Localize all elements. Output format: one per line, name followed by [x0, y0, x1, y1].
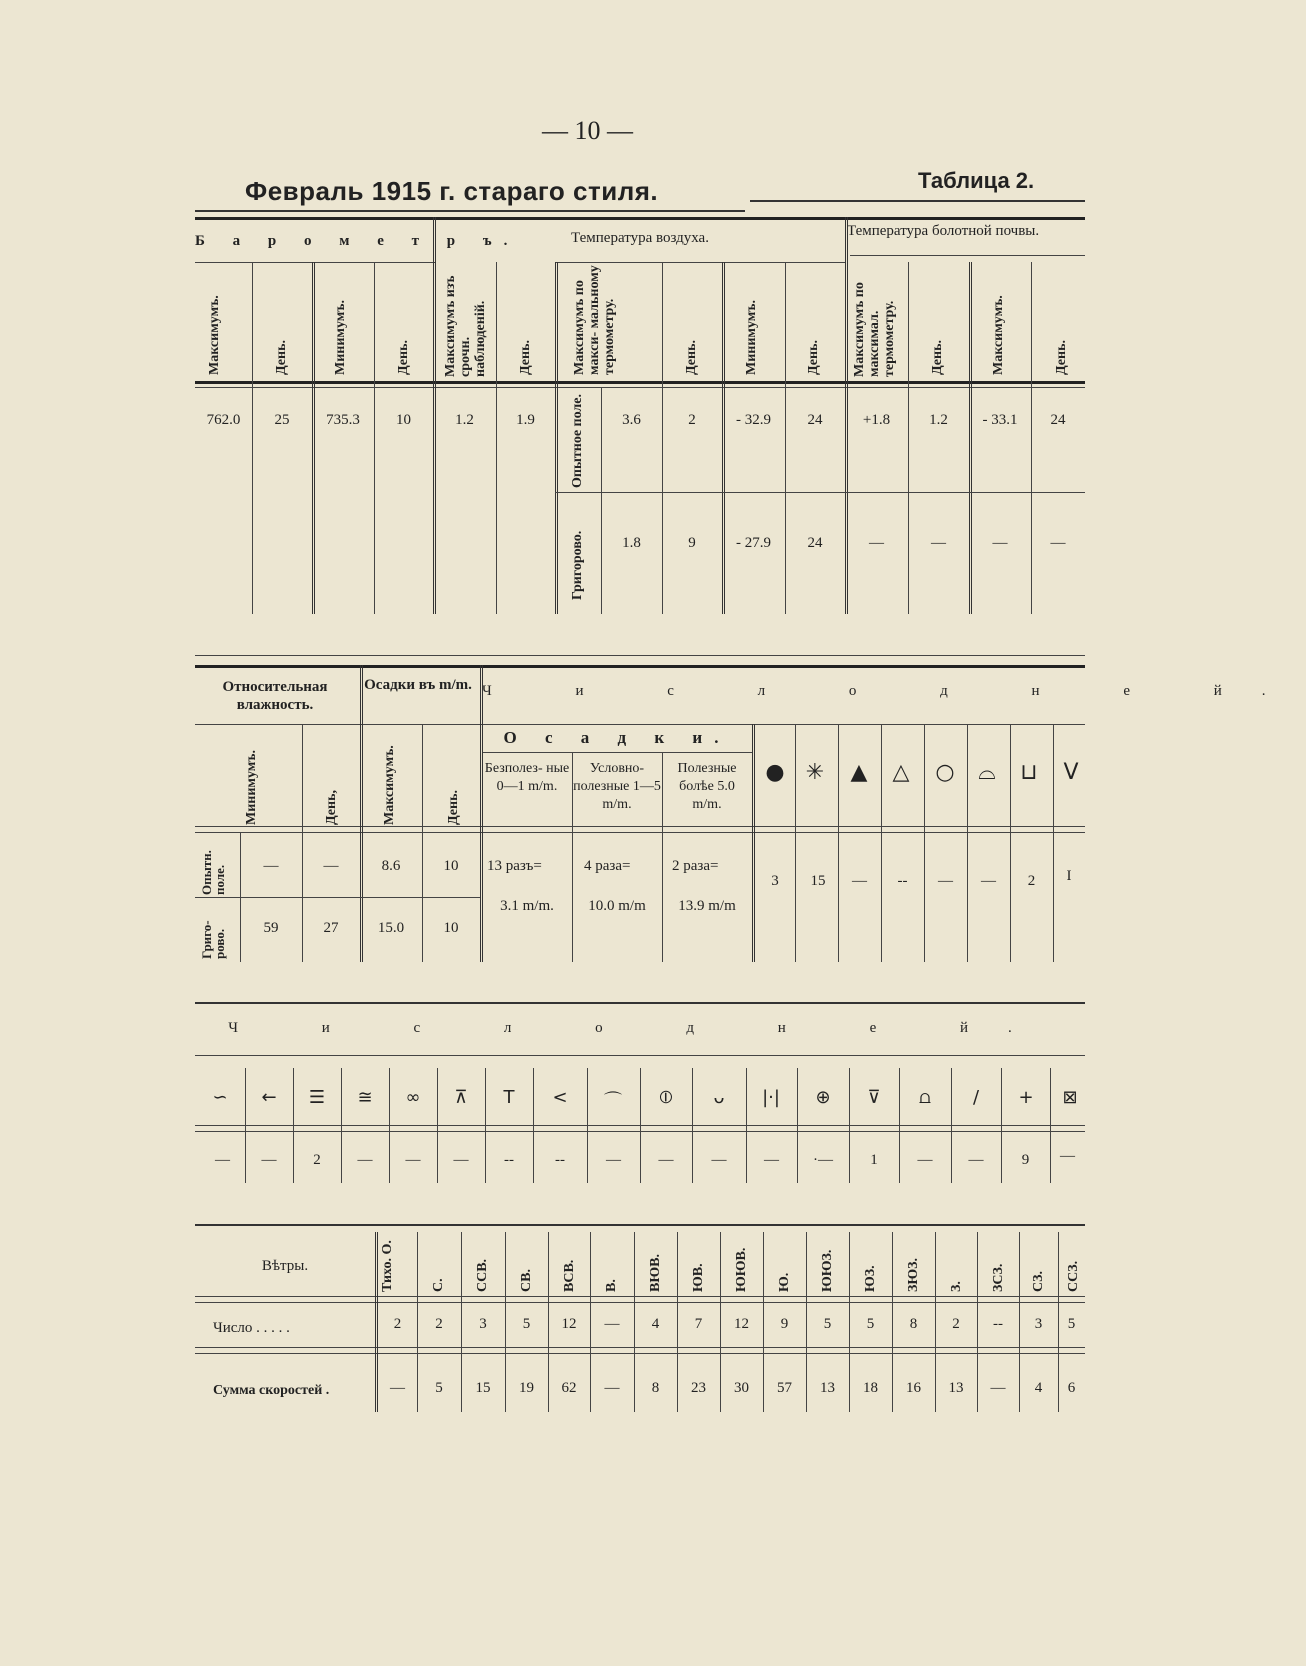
day-count-rain: 3: [771, 873, 779, 889]
frost-symbol-icon: ⌓: [978, 760, 996, 785]
wind-dir: ЗЮЗ.: [906, 1257, 921, 1292]
mist-symbol-icon: ☰: [308, 1087, 326, 1108]
col-baro-min: Минимумъ.: [333, 300, 348, 375]
soil-min-day: 24: [1050, 412, 1066, 428]
wind-count: 8: [909, 1316, 918, 1332]
col-conditional: Условно- полезные 1—5 m/m.: [573, 761, 661, 812]
col-humidity-day: День,: [324, 790, 339, 825]
wind-dir: З.: [949, 1281, 964, 1292]
wind-dir: ВЮВ.: [648, 1254, 663, 1292]
wind-dir: СВ.: [519, 1269, 534, 1292]
wind-dir: ЮЗ.: [863, 1265, 878, 1292]
soil-min: - 33.1: [982, 412, 1018, 428]
wind-speed-sum: —: [604, 1380, 620, 1396]
grigorovo-soil-min: —: [992, 535, 1008, 551]
wind-count: 7: [694, 1316, 703, 1332]
lightning-icon: <: [552, 1087, 568, 1108]
conditional-sum: 10.0 m/m: [588, 898, 646, 914]
winds-header: Вѣтры.: [261, 1258, 309, 1274]
hail-symbol-icon: ▲: [850, 760, 868, 785]
srochn-max-day: 1.9: [516, 412, 535, 428]
phen-value: 1: [870, 1152, 878, 1168]
opytnoe-max-day: 2: [688, 412, 696, 428]
day-count-sleet: --: [897, 873, 908, 889]
wind-count: 3: [1034, 1316, 1043, 1332]
haze-symbol-icon: ∞: [405, 1087, 421, 1108]
lunar-halo-icon: ⊽: [867, 1087, 881, 1108]
col-baro-min-day: День.: [396, 340, 411, 375]
soil-max-day: 1.2: [929, 412, 948, 428]
precip-max-1: 8.6: [381, 858, 401, 874]
wind-speed-sum: 62: [561, 1380, 577, 1396]
wind-speed-sum: 23: [691, 1380, 706, 1396]
grigorovo-min: - 27.9: [736, 535, 771, 551]
soil-max: +1.8: [862, 412, 891, 428]
wind-count: 9: [780, 1316, 789, 1332]
wind-count: 2: [952, 1316, 960, 1332]
snowstorm-icon: +: [1018, 1087, 1034, 1108]
wind-dir: С.: [431, 1278, 446, 1292]
col-soil-max-thermo: Максимумъ по максимал. термометру.: [852, 282, 897, 377]
wind-speed-sum: 15: [475, 1380, 491, 1396]
phen-value: —: [453, 1152, 469, 1168]
ground-fog-icon: ≅: [357, 1087, 373, 1108]
air-temp-header: Температура воздуха.: [571, 230, 709, 246]
humidity-min-1: —: [263, 858, 279, 874]
wind-dir: ССВ.: [475, 1258, 490, 1292]
day-count-hail: —: [852, 873, 867, 889]
wind-count: 4: [651, 1316, 660, 1332]
day-count-rime: 2: [1027, 873, 1036, 889]
wind-count: --: [993, 1316, 1003, 1332]
col-soil-day: День.: [930, 340, 945, 375]
wind-dir: Ю.: [777, 1272, 792, 1292]
wind-dir: В.: [604, 1279, 619, 1292]
wind-speed-sum: 13: [948, 1380, 964, 1396]
blizzard-icon: ⊠: [1062, 1087, 1078, 1108]
grigorovo-soil-max: —: [869, 535, 884, 551]
opytnoe-min: - 32.9: [736, 412, 771, 428]
wind-speed-sum: 57: [777, 1380, 792, 1396]
phen-value: —: [1060, 1148, 1075, 1164]
useful-sum: 13.9 m/m: [678, 898, 736, 914]
table-label: Таблица 2.: [918, 168, 1035, 193]
wind-count: 2: [435, 1316, 443, 1332]
phen-value: —: [764, 1152, 779, 1168]
humidity-day-2: 27: [323, 920, 339, 936]
col-humidity-min: Минимумъ.: [244, 750, 259, 825]
parhelion-icon: |·|: [762, 1087, 780, 1108]
precip-header: Осадки въ m/m.: [364, 677, 472, 693]
useless-count: 13 разъ=: [487, 858, 542, 874]
title-underline: [195, 210, 745, 212]
grigorovo-soil-min-day: —: [1050, 535, 1066, 551]
row-station-grigorovo: Григо- рово.: [199, 920, 227, 959]
col-max-srochn: Максимумъ изъ срочн. наблюденій.: [443, 275, 488, 377]
phen-value: —: [215, 1152, 230, 1168]
wind-count: 5: [1067, 1316, 1076, 1332]
wind-speed-sum: 6: [1067, 1380, 1076, 1396]
precip-max-2: 15.0: [377, 920, 405, 936]
col-srochn-day: День.: [518, 340, 533, 375]
phen-value: —: [711, 1152, 727, 1168]
dew-symbol-icon: ○: [935, 760, 955, 785]
phen-value: ·—: [813, 1152, 833, 1168]
phenomena-days-header: Ч и с л о д н е й.: [228, 1020, 1052, 1036]
wind-dir-calm: Тихо. О.: [380, 1240, 395, 1292]
day-count-frost: —: [981, 873, 996, 889]
station-grigorovo: Григорово.: [570, 530, 585, 600]
phen-value: —: [261, 1152, 277, 1168]
opytnoe-max: 3.6: [622, 412, 641, 428]
day-count-dew: —: [938, 873, 953, 889]
wind-speed-sum: 30: [734, 1380, 749, 1396]
grigorovo-max: 1.8: [622, 535, 641, 551]
wind-count: 12: [734, 1316, 749, 1332]
wind-speed-sum: 4: [1034, 1380, 1043, 1396]
precip-day-1: 10: [443, 858, 459, 874]
humidity-header: Относительная влажность.: [222, 679, 328, 713]
phen-value: —: [917, 1152, 933, 1168]
days-header: Ч и с л о д н е й.: [482, 683, 1306, 699]
fog-symbol-icon: ∽: [212, 1087, 228, 1108]
phen-value: —: [658, 1152, 674, 1168]
phen-value: --: [555, 1152, 565, 1168]
drifting-snow-icon: /: [972, 1087, 980, 1108]
baro-max-value: 762.0: [206, 412, 241, 428]
wind-speed-sum: 5: [435, 1380, 443, 1396]
wind-dir: ЮЮЗ.: [820, 1249, 835, 1292]
thunderstorm-icon: ⊼: [454, 1087, 468, 1108]
useful-count: 2 раза=: [672, 858, 719, 874]
baro-min-value: 735.3: [326, 412, 360, 428]
lunar-corona-icon: ᴗ: [713, 1087, 725, 1108]
sleet-symbol-icon: △: [892, 760, 910, 785]
osadki-header: О с а д к и.: [503, 728, 731, 747]
grigorovo-min-day: 24: [807, 535, 823, 551]
solar-halo-icon: ⦶: [659, 1087, 673, 1108]
wind-arrow-icon: ←: [261, 1087, 277, 1108]
wind-count: —: [604, 1316, 620, 1332]
col-thermo-day: День.: [684, 340, 699, 375]
useless-sum: 3.1 m/m.: [500, 898, 554, 914]
rime-symbol-icon: ⊔: [1020, 760, 1038, 785]
rainbow-icon: ⌒: [604, 1091, 622, 1112]
row-station-opytnoe: Опытн. поле.: [199, 850, 227, 895]
station-opytnoe-pole: Опытное поле.: [570, 394, 585, 488]
precip-day-2: 10: [443, 920, 459, 936]
phen-value: —: [357, 1152, 373, 1168]
col-precip-day: День.: [446, 790, 461, 825]
wind-dir: ЮЮВ.: [734, 1247, 749, 1292]
aurora-icon: ⩍: [919, 1087, 931, 1108]
soil-temp-header: Температура болотной почвы.: [847, 223, 1040, 239]
snow-symbol-icon: ✳: [805, 760, 825, 785]
wind-count: 3: [479, 1316, 487, 1332]
srochn-max-value: 1.2: [455, 412, 474, 428]
wind-dir: ЗСЗ.: [991, 1263, 1006, 1292]
grigorovo-soil-max-day: —: [931, 535, 946, 551]
day-count-glaze: I: [1066, 868, 1072, 884]
wind-speed-sum: 16: [906, 1380, 921, 1396]
col-soil-max-day: День.: [1054, 340, 1069, 375]
col-baro-max-day: День.: [274, 340, 289, 375]
col-soil-max: Максимумъ.: [991, 295, 1006, 375]
phen-value: 2: [313, 1152, 321, 1168]
conditional-count: 4 раза=: [584, 858, 631, 874]
phen-value: —: [606, 1152, 621, 1168]
wind-dir: ВСВ.: [562, 1259, 577, 1292]
row-label-number: Число . . . . .: [213, 1320, 290, 1336]
row-label-speed-sum: Сумма скоростей .: [213, 1383, 330, 1398]
page-number: — 10 —: [542, 116, 633, 145]
wind-speed-sum: 13: [820, 1380, 835, 1396]
baro-max-day: 25: [274, 412, 290, 428]
col-max-thermo: Максимумъ по макси- мальному термометру.: [572, 265, 617, 375]
col-air-min: Минимумъ.: [744, 300, 759, 375]
wind-speed-sum: 18: [863, 1380, 878, 1396]
col-useful: Полезные болѣе 5.0 m/m.: [677, 761, 737, 812]
rain-symbol-icon: ●: [765, 760, 785, 785]
glaze-symbol-icon: V: [1063, 760, 1079, 785]
phen-value: —: [405, 1152, 421, 1168]
day-count-snow: 15: [810, 873, 826, 889]
col-precip-max: Максимумъ.: [382, 745, 397, 825]
col-baro-max: Максимумъ.: [207, 295, 222, 375]
distant-thunder-icon: T: [503, 1087, 515, 1108]
wind-speed-sum: 8: [651, 1380, 660, 1396]
wind-dir: ССЗ.: [1066, 1260, 1081, 1292]
phen-value: 9: [1021, 1152, 1030, 1168]
page-title: Февраль 1915 г. стараго стиля.: [245, 176, 659, 206]
wind-count: 5: [866, 1316, 875, 1332]
opytnoe-min-day: 24: [807, 412, 823, 428]
wind-count: 5: [823, 1316, 832, 1332]
col-air-min-day: День.: [806, 340, 821, 375]
wind-speed-sum: 19: [519, 1380, 534, 1396]
solar-corona-icon: ⊕: [815, 1087, 831, 1108]
wind-count: 2: [393, 1316, 402, 1332]
title-underline-right: [750, 200, 1085, 202]
phen-value: --: [504, 1152, 514, 1168]
wind-count: 12: [561, 1316, 577, 1332]
phen-value: —: [968, 1152, 984, 1168]
wind-speed-sum: —: [990, 1380, 1006, 1396]
grigorovo-max-day: 9: [688, 535, 696, 551]
barometer-header: Б а р о м е т р ъ.: [195, 233, 520, 249]
wind-count: 5: [522, 1316, 531, 1332]
wind-speed-sum: —: [390, 1380, 405, 1396]
humidity-day-1: —: [323, 858, 339, 874]
wind-dir: ЮВ.: [691, 1263, 706, 1292]
col-useless: Безполез- ные 0—1 m/m.: [484, 761, 570, 794]
baro-min-day: 10: [396, 412, 411, 428]
humidity-min-2: 59: [263, 920, 279, 936]
wind-dir: СЗ.: [1031, 1271, 1046, 1292]
